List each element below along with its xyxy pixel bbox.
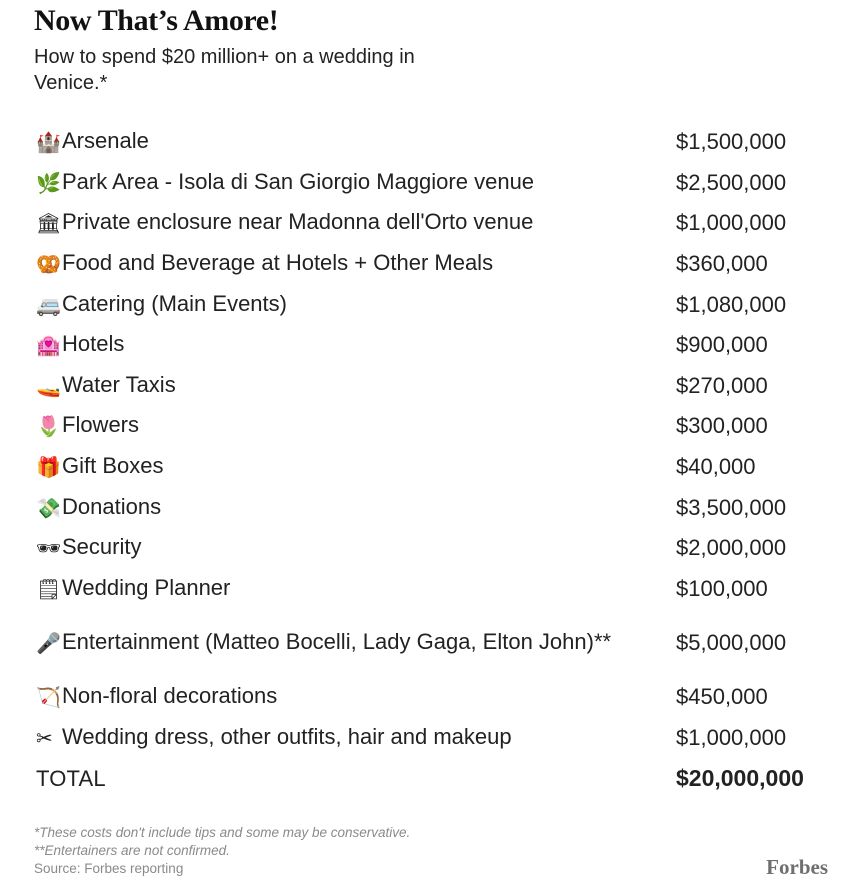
row-label-cell bbox=[36, 452, 626, 482]
love-hotel-icon: 🏩 bbox=[36, 335, 61, 358]
table-row bbox=[36, 447, 826, 488]
row-label-cell bbox=[36, 330, 626, 360]
bow-and-arrow-icon: 🏹 bbox=[36, 687, 61, 710]
notepad-icon: 🗒 bbox=[36, 578, 62, 601]
table-row bbox=[36, 366, 826, 407]
table-row bbox=[36, 406, 826, 447]
row-label: Flowers bbox=[62, 412, 140, 438]
row-label-cell bbox=[36, 628, 626, 658]
row-value: $300,000 bbox=[676, 413, 768, 439]
row-label-cell bbox=[36, 493, 626, 523]
money-with-wings-icon: 💸 bbox=[36, 497, 61, 520]
table-row bbox=[36, 528, 826, 569]
classical-building-icon: 🏛 bbox=[36, 213, 62, 236]
row-label: Wedding dress, other outfits, hair and makeup bbox=[62, 724, 512, 750]
row-label-cell bbox=[36, 574, 626, 604]
row-label: Wedding Planner bbox=[62, 574, 231, 600]
table-row bbox=[36, 718, 826, 759]
table-row bbox=[36, 569, 826, 610]
row-value: $1,500,000 bbox=[676, 129, 787, 155]
row-label: Water Taxis bbox=[62, 371, 176, 397]
row-value: $1,080,000 bbox=[676, 291, 787, 317]
row-value: $3,500,000 bbox=[676, 494, 787, 520]
row-label: Non-floral decorations bbox=[62, 683, 278, 709]
gift-icon: 🎁 bbox=[36, 457, 61, 480]
table-row bbox=[36, 609, 826, 677]
table-row bbox=[36, 244, 826, 285]
row-label: Entertainment (Matteo Bocelli, Lady Gaga, Elton John)** bbox=[62, 629, 612, 655]
row-label-cell bbox=[36, 411, 626, 441]
table-row bbox=[36, 487, 826, 528]
row-label: Private enclosure near Madonna dell'Orto venue bbox=[62, 209, 534, 235]
row-value: $40,000 bbox=[676, 454, 756, 480]
row-value: $100,000 bbox=[676, 575, 768, 601]
herb-icon: 🌿 bbox=[36, 172, 61, 195]
speedboat-icon: 🚤 bbox=[36, 375, 61, 398]
row-label: Donations bbox=[62, 493, 162, 519]
row-value: $360,000 bbox=[676, 251, 768, 277]
row-label-cell bbox=[36, 371, 626, 401]
source-note: Source: Forbes reporting bbox=[34, 861, 184, 876]
row-label-cell bbox=[36, 682, 626, 712]
footnote-tips: *These costs don't include tips and some may be conservative. bbox=[34, 825, 411, 840]
row-value: $450,000 bbox=[676, 684, 768, 710]
cost-table bbox=[36, 122, 826, 799]
row-label: Security bbox=[62, 534, 142, 560]
chart-subtitle: How to spend $20 million+ on a wedding in Venice.* bbox=[34, 46, 415, 94]
total-label: TOTAL bbox=[36, 765, 106, 791]
castle-icon: 🏰 bbox=[36, 132, 61, 155]
row-label: Arsenale bbox=[62, 128, 149, 154]
row-value: $270,000 bbox=[676, 372, 768, 398]
scissors-icon: ✂ bbox=[36, 728, 53, 751]
row-label-cell bbox=[36, 208, 626, 238]
microphone-icon: 🎤 bbox=[36, 633, 61, 656]
row-label: Park Area - Isola di San Giorgio Maggiore venue bbox=[62, 168, 535, 194]
table-row bbox=[36, 122, 826, 163]
total-row bbox=[36, 758, 826, 799]
footnotes bbox=[34, 824, 410, 878]
table-row bbox=[36, 677, 826, 718]
row-value: $2,000,000 bbox=[676, 535, 787, 561]
table-row bbox=[36, 284, 826, 325]
row-label: Gift Boxes bbox=[62, 453, 164, 479]
forbes-logo: Forbes bbox=[766, 855, 828, 879]
table-row bbox=[36, 163, 826, 204]
row-value: $1,000,000 bbox=[676, 210, 787, 236]
table-row bbox=[36, 203, 826, 244]
row-label: Hotels bbox=[62, 331, 125, 357]
chart-title: Now That’s Amore! bbox=[34, 4, 279, 37]
row-label-cell bbox=[36, 533, 626, 563]
row-label: Catering (Main Events) bbox=[62, 290, 287, 316]
tulip-icon: 🌷 bbox=[36, 416, 61, 439]
row-value: $900,000 bbox=[676, 332, 768, 358]
table-row bbox=[36, 325, 826, 366]
row-value: $1,000,000 bbox=[676, 725, 787, 751]
row-label-cell bbox=[36, 723, 626, 753]
minibus-icon: 🚐 bbox=[36, 294, 61, 317]
sunglasses-icon: 🕶 bbox=[36, 538, 62, 561]
row-value: $5,000,000 bbox=[676, 630, 787, 656]
row-label-cell bbox=[36, 249, 626, 279]
row-label: Food and Beverage at Hotels + Other Meals bbox=[62, 250, 494, 276]
footnote-entertainers: **Entertainers are not confirmed. bbox=[34, 843, 230, 858]
pretzel-icon: 🥨 bbox=[36, 254, 61, 277]
row-value: $2,500,000 bbox=[676, 169, 787, 195]
row-label-cell bbox=[36, 168, 626, 198]
row-label-cell bbox=[36, 290, 626, 320]
row-label-cell bbox=[36, 127, 626, 157]
total-value: $20,000,000 bbox=[676, 765, 804, 792]
